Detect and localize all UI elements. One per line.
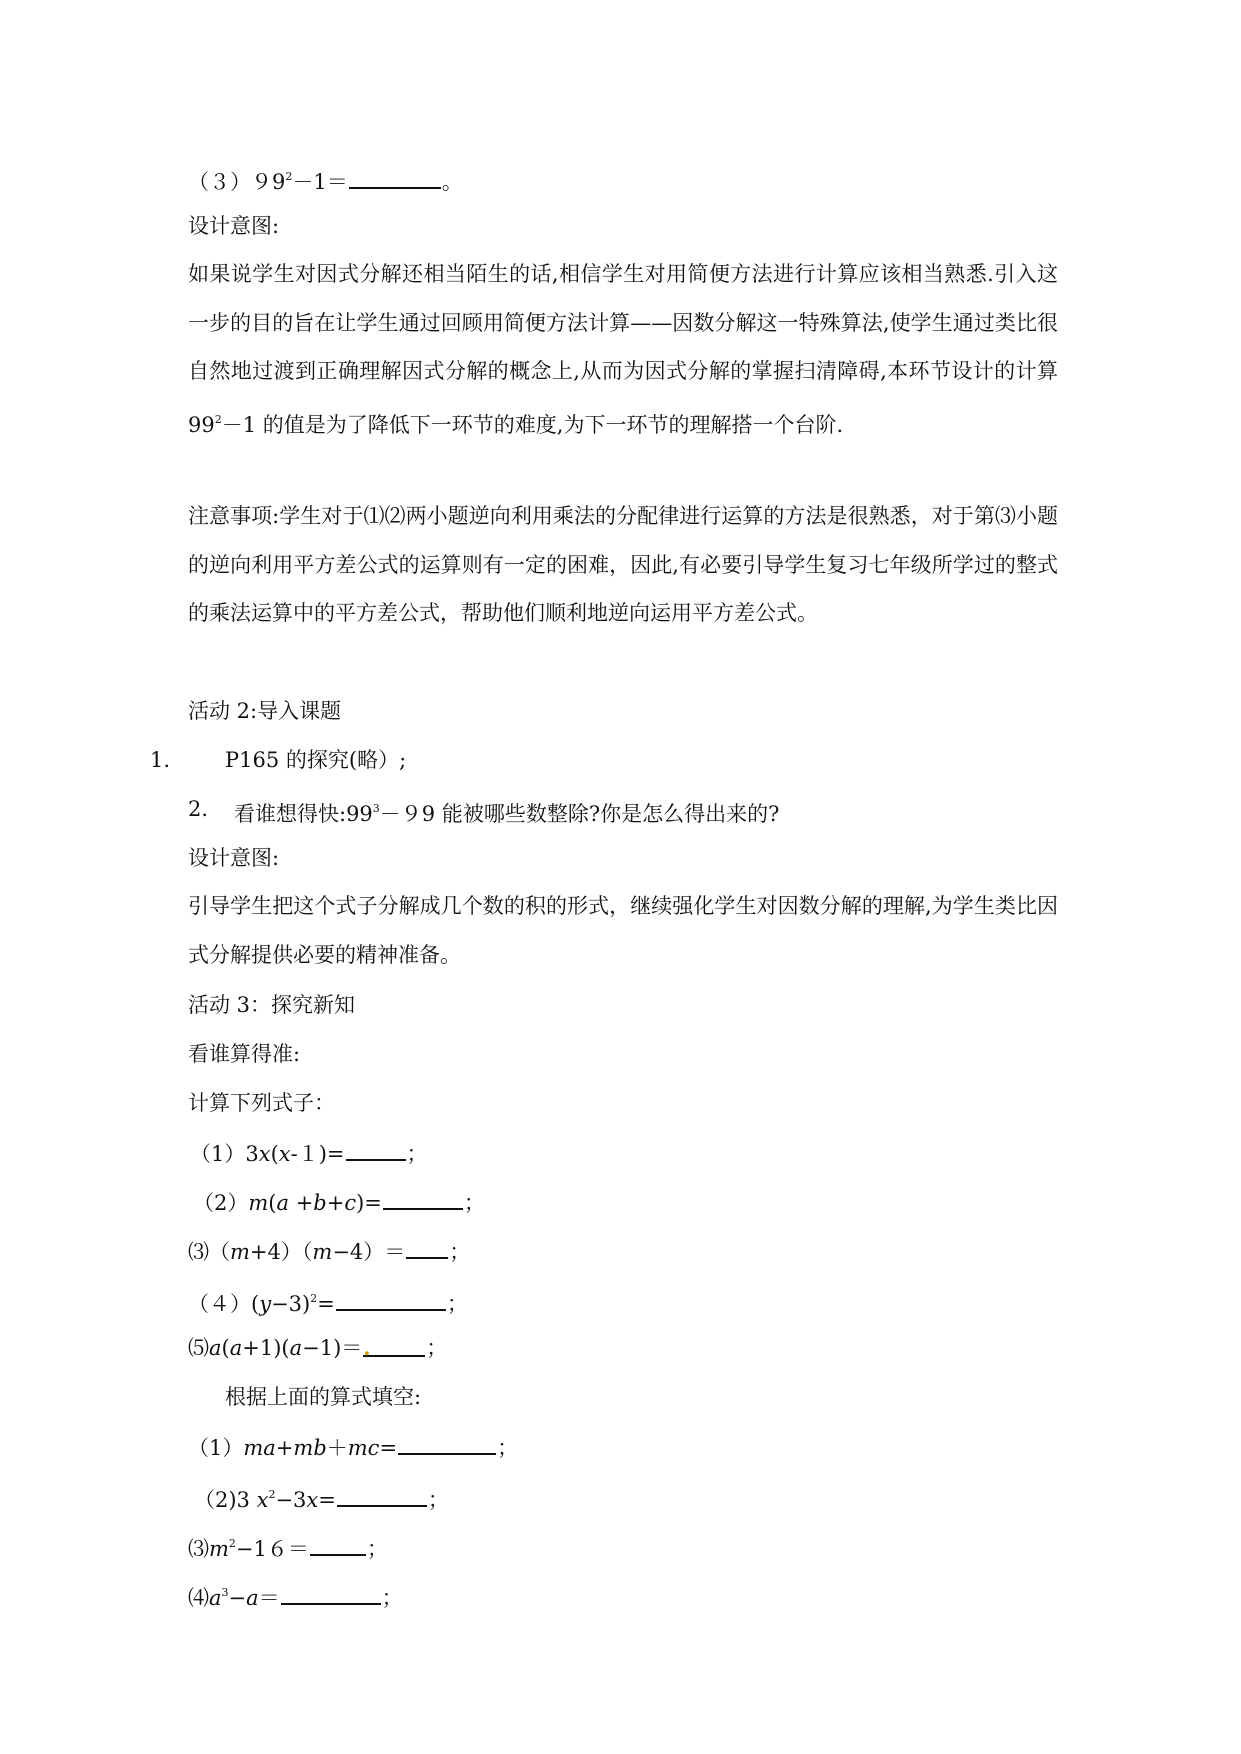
answer-blank: . (363, 1333, 425, 1357)
fill-4: $⑷a^3-a=$ ； (188, 1578, 403, 1613)
list-item-1: 1. (150, 748, 171, 772)
fill-intro: 根据上面的算式填空: (225, 1385, 422, 1409)
fill-2: （2)3 $x^2-3x=$ ； (194, 1480, 449, 1515)
expression-5: ⑸a(a+1)(a−1)＝. ； (188, 1335, 448, 1360)
list-item-1-text: P165 的探究(略）; (225, 748, 407, 772)
answer-blank (349, 165, 441, 189)
expression-1: （1）3x(x-１)= ； (190, 1137, 428, 1169)
expression-3: ⑶（m+4）（m−4）＝ ； (188, 1235, 470, 1267)
answer-blank (406, 1235, 448, 1259)
question-3: $(3)99^2-1=$ 。 (188, 162, 463, 197)
answer-blank (310, 1532, 366, 1556)
design-intent-paragraph: 如果说学生对因式分解还相当陌生的话,相信学生对用简便方法进行计算应该相当熟悉.引入这一步的目的旨在让学生通过回顾用简便方法计算——因数分解这一特殊算法,使学生通过类比很自然地过渡到正确理解因式分解的概念上,从而为因式分解的掌握扫清障碍,本环节设计的计算 $99^2-1$ 的值是为了降低下一环节的难度,为下一环节的理解搭一个台阶. (188, 262, 1058, 437)
expression-4: $(4)(y-3)^2=$ ； (188, 1284, 468, 1319)
design-intent-heading: 设计意图: (188, 214, 280, 238)
notes-paragraph: 注意事项:学生对于⑴⑵两小题逆向利用乘法的分配律进行运算的方法是很熟悉，对于第⑶小题的逆向利用平方差公式的运算则有一定的困难，因此,有必要引导学生复习七年级所学过的整式的乘法运算中的平方差公式，帮助他们顺利地逆向运用平方差公式。 (188, 504, 1058, 625)
answer-blank (383, 1186, 463, 1210)
answer-blank (337, 1483, 427, 1507)
fill-3: $⑶m^2-16=$ ； (188, 1529, 388, 1564)
answer-blank (398, 1431, 496, 1455)
design-intent-paragraph-2: 引导学生把这个式子分解成几个数的积的形式，继续强化学生对因数分解的理解,为学生类比因式分解提供必要的精神准备。 (188, 894, 1058, 967)
answer-blank (281, 1581, 381, 1605)
answer-blank (336, 1287, 446, 1311)
answer-blank (346, 1137, 406, 1161)
activity-2-heading: 活动 2:导入课题 (188, 699, 342, 723)
expression-2: （2）m(a +b+c)= ； (193, 1186, 485, 1218)
list-item-2-text: 看谁想得快$:99^3-99$ 能被哪些数整除?你是怎么得出来的? (234, 802, 780, 826)
compute-label: 计算下列式子： (188, 1091, 335, 1115)
design-intent-heading-2: 设计意图: (188, 846, 280, 870)
see-who-label: 看谁算得准: (188, 1042, 301, 1066)
activity-3-heading: 活动 3：探究新知 (188, 993, 356, 1017)
list-item-2: 2. (188, 797, 209, 821)
fill-1: （1）ma+mb＋mc= ； (188, 1431, 518, 1463)
